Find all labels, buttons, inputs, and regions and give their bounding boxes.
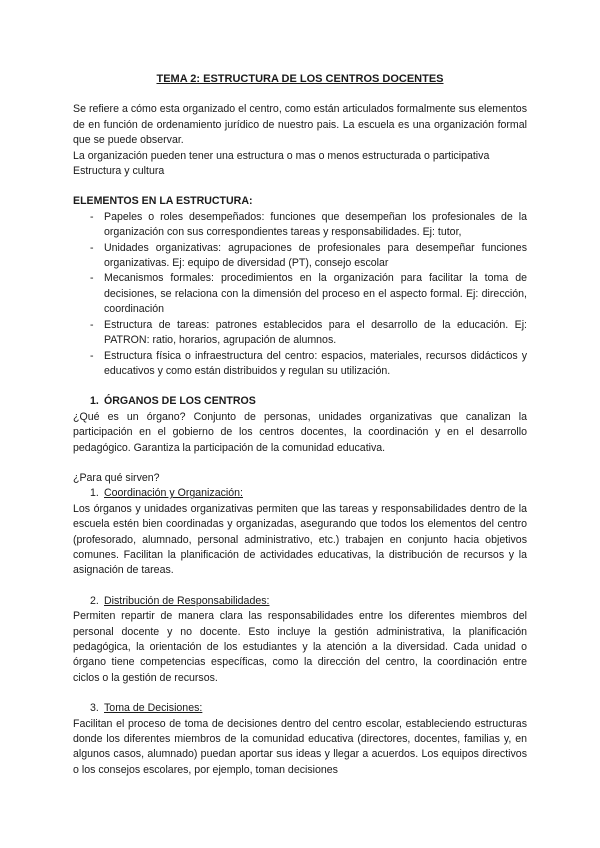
dash-bullet: - [90,241,94,254]
section-text-responsibilities: Permiten repartir de manera clara las responsabilidades entre los diferentes miembros del personal docente y no docente. Esto incluye la gestión administrativa, la planificación pedagógica, la orientación de los estudiantes y la atención a la diversidad. Cada unidad o órgano tiene competencias específicas, como la dirección del centro, la coordinación entre ciclos o la gestión de recursos. [73,610,527,684]
spacer [73,179,527,194]
dash-bullet: - [90,272,94,285]
spacer [73,686,527,701]
organos-heading-text: ÓRGANOS DE LOS CENTROS [104,395,256,408]
elements-heading: ELEMENTOS EN LA ESTRUCTURA: [73,195,253,208]
purpose-question: ¿Para qué sirven? [73,471,160,484]
intro-paragraph: Se refiere a cómo esta organizado el centro, como están articulados formalmente sus elementos de en función de ordenamiento jurídico de nuestro pais. La escuela es una organización formal que se puede observar. [73,103,527,147]
section-text-decisions: Facilitan el proceso de toma de decisiones dentro del centro escolar, estableciendo estructuras donde los diferentes miembros de la comunidad educativa (directores, docentes, familias y, en algunos casos, alumnado) puedan aportar sus ideas y llegar a acuerdos. Los equipos directivos o los consejos escolares, por ejemplo, toman decisiones [73,717,527,776]
list-item-text: Estructura física o infraestructura del centro: espacios, materiales, recursos didácticos y educativos y como están distribuidos y regulan su utilización. [104,349,527,377]
intro-line-structure: Estructura y cultura [73,165,165,178]
section-heading-coordination [73,486,527,501]
section-heading-text: Coordinación y Organización: [104,487,243,500]
section-heading-responsibilities [73,594,527,609]
spacer [73,579,527,594]
list-item [73,210,527,241]
list-item-text: Estructura de tareas: patrones establecidos para el desarrollo de la educación. Ej: PATRON: ratio, horarios, agrupación de alumnos. [104,318,527,347]
list-item-text: Unidades organizativas: agrupaciones de profesionales para desempeñar funciones organizativas. Ej: equipo de diversidad (PT), consejo escolar [104,241,527,270]
spacer [73,456,527,471]
dash-bullet: - [90,210,94,223]
elements-list [73,210,527,379]
list-item [73,349,527,380]
organos-heading [73,394,527,409]
organos-number: 1. [90,395,99,408]
dash-bullet: - [90,318,94,331]
section-text-coordination: Los órganos y unidades organizativas permiten que las tareas y responsabilidades dentro de la escuela estén bien coordinadas y organizadas, asegurando que todos los elementos del centro (profesorado, alumnado, personal administrativo, etc.) trabajen en conjunto hacia objetivos comunes. Facilitan la planificación de actividades educativas, la distribución de recursos y la asignación de tareas. [73,502,527,577]
list-item [73,318,527,349]
dash-bullet: - [90,349,94,362]
list-item [73,241,527,272]
list-item [73,271,527,317]
section-heading-text: Distribución de Responsabilidades: [104,594,270,607]
page-title: TEMA 2: ESTRUCTURA DE LOS CENTROS DOCENTES [156,73,444,85]
list-item-text: Mecanismos formales: procedimientos en la organización para facilitar la toma de decisiones, se relaciona con la dimensión del proceso en el aspecto formal. Ej: dirección, coordinación [104,272,527,316]
section-heading-text: Toma de Decisiones: [104,702,203,715]
section-number: 1. [90,487,99,500]
intro-line-organization: La organización pueden tener una estructura o mas o menos estructurada o participativa [73,149,490,162]
section-heading-decisions [73,701,527,716]
organos-definition: ¿Qué es un órgano? Conjunto de personas, unidades organizativas que canalizan la participación en el gobierno de los centros docentes, la coordinación y en el desarrollo pedagógico. Garantiza la participación de la comunidad educativa. [73,410,527,454]
section-number: 2. [90,594,99,607]
list-item-text: Papeles o roles desempeñados: funciones que desempeñan los profesionales de la organización con sus correspondientes tareas y responsabilidades. Ej: tutor, [104,210,527,239]
page-content [73,72,527,778]
spacer [73,379,527,394]
section-number: 3. [90,702,99,715]
